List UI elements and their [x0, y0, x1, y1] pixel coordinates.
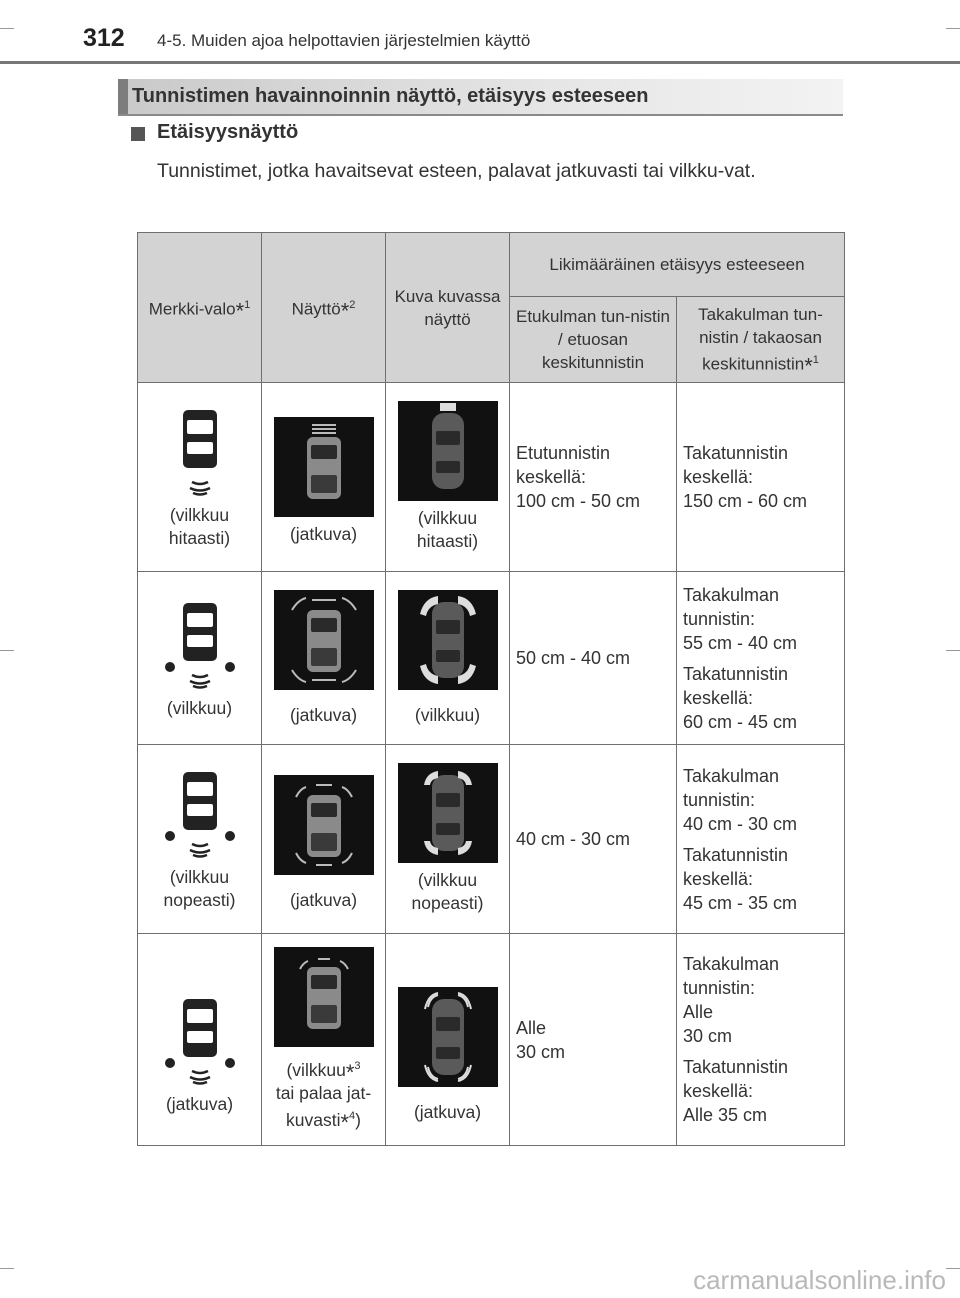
section-title: Tunnistimen havainnoinnin näyttö, etäisyys esteeseen: [132, 85, 649, 107]
table-row: [138, 383, 845, 572]
subsection-title: Etäisyysnäyttö: [157, 121, 299, 143]
sensor-indicator-icon: [138, 597, 262, 697]
indicator-caption: (jatkuva): [165, 1094, 234, 1114]
pip-caption: (vilkkuu nopeasti): [411, 870, 484, 913]
pip-cell: [386, 572, 510, 745]
rear-distance-cell: Takakulman tunnistin: Alle 30 cm Takatunnistin keskellä: Alle 35 cm: [677, 934, 845, 1146]
indicator-cell: [138, 934, 262, 1146]
square-bullet-icon: [131, 127, 145, 141]
header-indicator: Merkki-valo*$^1$: [138, 233, 262, 383]
distance-table: [137, 232, 845, 1146]
header-rear-sensor: Takakulman tun-nistin / takaosan keskitunnistin*$^1$: [677, 297, 845, 383]
rear-distance-cell: Takakulman tunnistin: 55 cm - 40 cm Takatunnistin keskellä: 60 cm - 45 cm: [677, 572, 845, 745]
chapter-title: 4-5. Muiden ajoa helpottavien järjestelmien käyttö: [157, 31, 531, 50]
pip-cell: [386, 383, 510, 572]
crop-mark: [946, 28, 960, 29]
header-distance: Likimääräinen etäisyys esteeseen: [510, 233, 845, 297]
crop-mark: [0, 28, 14, 29]
display-cell: [262, 383, 386, 572]
display-suv-icon: [274, 590, 374, 690]
sensor-indicator-icon: [138, 404, 262, 504]
display-caption: (jatkuva): [289, 523, 358, 544]
header-display: Näyttö*$^2$: [262, 233, 386, 383]
display-caption: (jatkuva): [289, 889, 358, 910]
display-caption: (vilkkuu*$^3$ tai palaa jat-kuvasti*$^4$): [275, 1060, 372, 1135]
front-distance-cell: Alle 30 cm: [510, 934, 677, 1146]
crop-mark: [946, 650, 960, 651]
table-row: [138, 934, 845, 1146]
section-accent: [118, 79, 128, 114]
indicator-caption: (vilkkuu): [166, 697, 233, 718]
pip-caption: (vilkkuu): [414, 704, 481, 725]
pip-caption: (jatkuva): [413, 1102, 482, 1122]
pip-caption: (vilkkuu hitaasti): [416, 508, 479, 551]
header-divider: [0, 61, 960, 64]
pip-cell: [386, 745, 510, 934]
display-suv-icon: [274, 947, 374, 1047]
indicator-caption: (vilkkuu nopeasti): [163, 867, 236, 910]
header-pip: Kuva kuvassa näyttö: [386, 233, 510, 383]
front-distance-cell: 50 cm - 40 cm: [510, 572, 677, 745]
crop-mark: [946, 1268, 960, 1269]
crop-mark: [0, 650, 14, 651]
display-caption: (jatkuva): [289, 704, 358, 725]
pip-sedan-icon: [398, 590, 498, 690]
indicator-cell: [138, 383, 262, 572]
page-number: 312: [83, 24, 125, 52]
display-cell: [262, 745, 386, 934]
intro-paragraph: Tunnistimet, jotka havaitsevat esteen, palavat jatkuvasti tai vilkku-vat.: [157, 160, 756, 182]
pip-cell: [386, 934, 510, 1146]
display-cell: [262, 934, 386, 1146]
indicator-caption: (vilkkuu hitaasti): [168, 505, 231, 548]
front-distance-cell: 40 cm - 30 cm: [510, 745, 677, 934]
indicator-cell: [138, 572, 262, 745]
display-suv-icon: [274, 775, 374, 875]
table-row: [138, 572, 845, 745]
sensor-indicator-icon: [138, 766, 262, 866]
indicator-cell: [138, 745, 262, 934]
display-suv-icon: [274, 417, 374, 517]
header-front-sensor: Etukulman tun-nistin / etuosan keskitunnistin: [510, 297, 677, 383]
front-distance-cell: Etutunnistin keskellä: 100 cm - 50 cm: [510, 383, 677, 572]
crop-mark: [0, 1268, 14, 1269]
display-cell: [262, 572, 386, 745]
rear-distance-cell: Takatunnistin keskellä: 150 cm - 60 cm: [677, 383, 845, 572]
sensor-indicator-icon: [138, 993, 262, 1093]
pip-sedan-icon: [398, 401, 498, 501]
rear-distance-cell: Takakulman tunnistin: 40 cm - 30 cm Takatunnistin keskellä: 45 cm - 35 cm: [677, 745, 845, 934]
section-heading: [118, 79, 843, 116]
footer-watermark: carmanualsonline.info: [693, 1265, 946, 1295]
pip-sedan-icon: [398, 987, 498, 1087]
pip-sedan-icon: [398, 763, 498, 863]
table-row: [138, 745, 845, 934]
